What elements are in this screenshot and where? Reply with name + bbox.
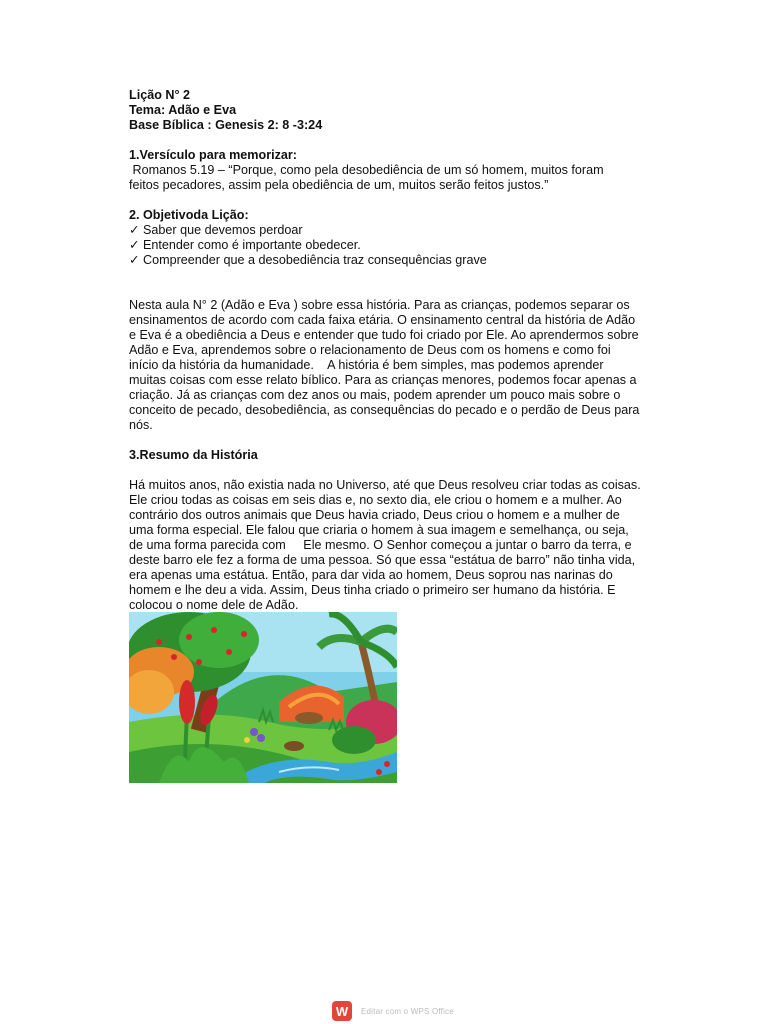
intro-line: início da história da humanidade. A história é bem simples, mas podemos aprender — [129, 358, 604, 372]
intro-line: criação. Já as crianças com dez anos ou mais, podem aprender um pouco mais sobre o — [129, 388, 621, 402]
verse-heading: 1.Versículo para memorizar: — [129, 148, 297, 162]
intro-line: e Eva é a obediência a Deus e entender que tudo foi criado por Ele. Ao aprendermos sobre — [129, 328, 639, 342]
summary-line: Há muitos anos, não existia nada no Universo, até que Deus resolveu criar todas as coisas. — [129, 478, 641, 492]
objective-item — [129, 253, 652, 268]
objectives-heading: 2. Objetivoda Lição: — [129, 208, 249, 222]
intro-line: Adão e Eva, aprendemos sobre o relacionamento de Deus com os homens e como foi — [129, 343, 611, 357]
objective-text: Compreender que a desobediência traz consequências grave — [143, 253, 487, 267]
objective-item — [129, 238, 652, 253]
lesson-number: Lição N° 2 — [129, 88, 191, 102]
objective-text: Saber que devemos perdoar — [143, 223, 303, 237]
intro-line: ensinamentos de acordo com cada faixa etária. O ensinamento central da história de Adão — [129, 313, 636, 327]
objective-text: Entender como é importante obedecer. — [143, 238, 361, 252]
bible-base: Base Bíblica : Genesis 2: 8 -3:24 — [129, 118, 323, 132]
objectives-list — [129, 223, 652, 268]
wps-footer-text: Editar com o WPS Office — [361, 1006, 454, 1016]
intro-line: conceito de pecado, desobediência, as consequências do pecado e o perdão de Deus para — [129, 403, 640, 417]
verse-text — [129, 163, 652, 193]
intro-paragraph — [129, 298, 652, 433]
intro-line: Nesta aula N° 2 (Adão e Eva ) sobre essa história. Para as crianças, podemos separar os — [129, 298, 630, 312]
summary-paragraph — [129, 478, 652, 613]
verse-line: Romanos 5.19 – “Porque, como pela desobediência de um só homem, muitos foram — [129, 163, 604, 177]
summary-heading: 3.Resumo da História — [129, 448, 258, 462]
intro-line: nós. — [129, 418, 153, 432]
wps-logo-icon: W — [332, 1001, 352, 1021]
summary-line: era apenas uma estátua. Então, para dar vida ao homem, Deus soprou nas narinas do — [129, 568, 613, 582]
objective-item — [129, 223, 652, 238]
check-icon: ✓ — [129, 223, 140, 237]
summary-line: colocou o nome dele de Adão. — [129, 598, 299, 612]
wps-footer — [332, 1000, 454, 1022]
summary-line: contrário dos outros animais que Deus havia criado, Deus criou o homem e a mulher de — [129, 508, 620, 522]
check-icon: ✓ — [129, 253, 140, 267]
summary-line: homem e lhe deu a vida. Assim, Deus tinha criado o primeiro ser humano da história. E — [129, 583, 616, 597]
intro-line: muitas coisas com esse relato bíblico. Para as crianças menores, podemos focar apenas a — [129, 373, 637, 387]
lesson-theme: Tema: Adão e Eva — [129, 103, 237, 117]
verse-line: feitos pecadores, assim pela obediência de um, muitos serão feitos justos.” — [129, 178, 549, 192]
check-icon: ✓ — [129, 238, 140, 252]
summary-line: uma forma especial. Ele falou que criaria o homem à sua imagem e semelhança, ou seja, — [129, 523, 629, 537]
garden-of-eden-illustration — [129, 612, 397, 783]
document-page — [129, 88, 652, 613]
summary-line: Ele criou todas as coisas em seis dias e, no sexto dia, ele criou o homem e a mulher. Ao — [129, 493, 622, 507]
summary-line: de uma forma parecida com Ele mesmo. O Senhor começou a juntar o barro da terra, e — [129, 538, 632, 552]
summary-line: deste barro ele fez a forma de uma pessoa. Só que essa “estátua de barro” não tinha vida, — [129, 553, 636, 567]
